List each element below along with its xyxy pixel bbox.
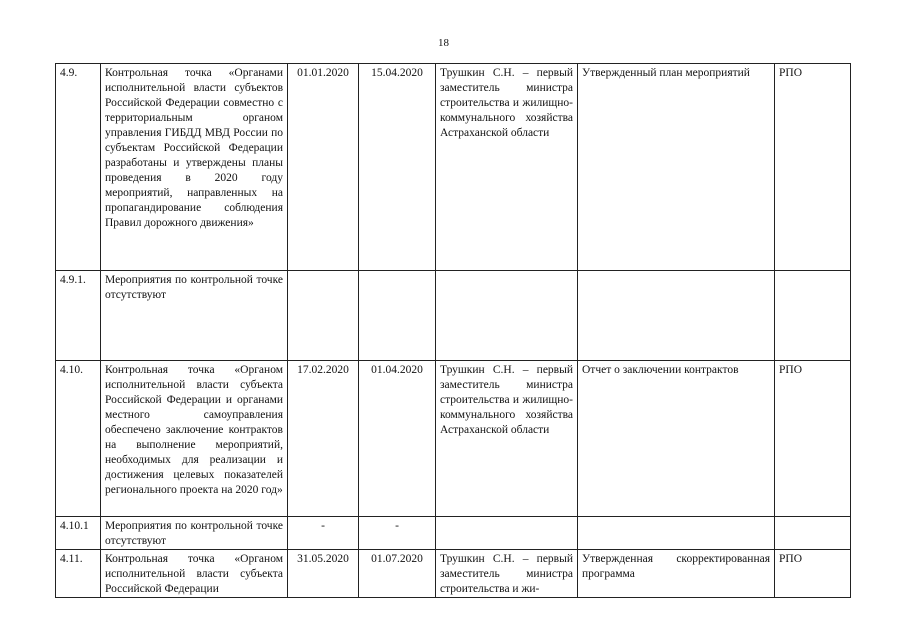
row-description: Контрольная точка «Органом исполнительной власти субъекта Российской Федерации (101, 550, 288, 598)
row-start-date: - (288, 517, 359, 550)
table-row (56, 517, 851, 550)
row-number: 4.10. (56, 361, 101, 517)
row-type (775, 517, 851, 550)
table-row (56, 271, 851, 361)
row-description: Мероприятия по контрольной точке отсутствуют (101, 517, 288, 550)
page-number: 18 (438, 37, 449, 49)
row-description: Контрольная точка «Органом исполнительной власти субъекта Российской Федерации и органами местного самоуправления обеспечено заключение контрактов на выполнение мероприятий, необходимых для реализации и достижения целевых показателей регионального проекта на 2020 год» (101, 361, 288, 517)
row-start-date (288, 271, 359, 361)
row-responsible: Трушкин С.Н. – первый заместитель министра строительства и жи- (436, 550, 578, 598)
row-start-date: 17.02.2020 (288, 361, 359, 517)
row-end-date: 01.07.2020 (359, 550, 436, 598)
row-result: Утвержденный план мероприятий (578, 64, 775, 271)
row-start-date: 01.01.2020 (288, 64, 359, 271)
row-responsible: Трушкин С.Н. – первый заместитель министра строительства и жилищно-коммунального хозяйства Астраханской области (436, 64, 578, 271)
table-row (56, 361, 851, 517)
row-type: РПО (775, 361, 851, 517)
row-description: Контрольная точка «Органами исполнительной власти субъектов Российской Федерации совместно с территориальным органом управления ГИБДД МВД России по субъектам Российской Федерации разработаны и утверждены планы проведения в 2020 году мероприятий, направленных на пропагандирование соблюдения Правил дорожного движения» (101, 64, 288, 271)
row-description: Мероприятия по контрольной точке отсутствуют (101, 271, 288, 361)
row-type: РПО (775, 550, 851, 598)
row-type (775, 271, 851, 361)
row-responsible (436, 517, 578, 550)
row-number: 4.10.1 (56, 517, 101, 550)
row-end-date: 15.04.2020 (359, 64, 436, 271)
table-row (56, 64, 851, 271)
control-points-table (55, 63, 851, 598)
row-end-date: - (359, 517, 436, 550)
row-responsible: Трушкин С.Н. – первый заместитель министра строительства и жилищно-коммунального хозяйства Астраханской области (436, 361, 578, 517)
row-responsible (436, 271, 578, 361)
row-end-date (359, 271, 436, 361)
row-result (578, 517, 775, 550)
row-result: Утвержденная скорректированная программа (578, 550, 775, 598)
row-result (578, 271, 775, 361)
row-end-date: 01.04.2020 (359, 361, 436, 517)
table-row (56, 550, 851, 598)
row-number: 4.11. (56, 550, 101, 598)
row-type: РПО (775, 64, 851, 271)
row-result: Отчет о заключении контрактов (578, 361, 775, 517)
row-number: 4.9.1. (56, 271, 101, 361)
row-number: 4.9. (56, 64, 101, 271)
row-start-date: 31.05.2020 (288, 550, 359, 598)
